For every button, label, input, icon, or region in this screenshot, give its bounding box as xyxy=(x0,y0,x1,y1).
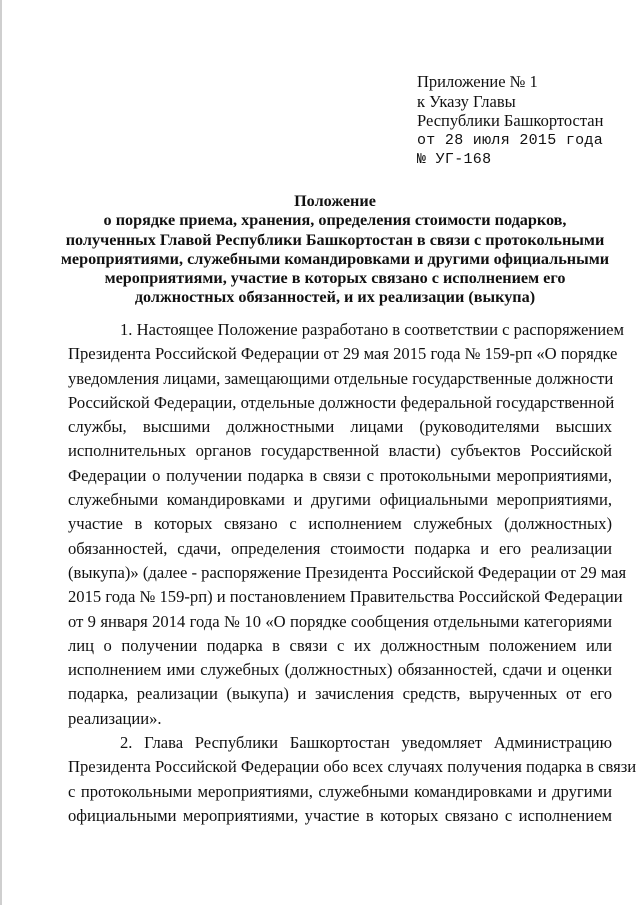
text-line: официальными мероприятиями, участие в которых связано с исполнением xyxy=(68,805,612,825)
title-line: мероприятиями, служебными командировками и другими официальными xyxy=(60,249,610,268)
text-line: Президента Российской Федерации обо всех случаях получения подарка в связи xyxy=(68,757,637,777)
text-line: от 9 января 2014 года № 10 «О порядке сообщения отдельными категориями xyxy=(68,611,612,631)
text-line: (выкупа)» (далее - распоряжение Президента Российской Федерации от 29 мая xyxy=(68,562,627,582)
text-line: Президента Российской Федерации от 29 мая 2015 года № 159-рп «О порядке xyxy=(68,344,618,364)
text-line: 1. Настоящее Положение разработано в соответствии с распоряжением xyxy=(120,320,625,339)
text-line: с протокольными мероприятиями, служебными командировками и другими xyxy=(68,781,612,801)
document-title xyxy=(60,192,610,308)
appendix-line: Республики Башкортостан xyxy=(417,111,604,130)
text-line: Федерации о получении подарка в связи с протокольными мероприятиями, xyxy=(68,465,612,485)
title-line: полученных Главой Республики Башкортостан в связи с протокольными xyxy=(65,230,605,249)
title-line: о порядке приема, хранения, определения стоимости подарков, xyxy=(103,211,567,230)
text-line: 2015 года № 159-рп) и постановлением Правительства Российской Федерации xyxy=(68,587,623,607)
title-line: мероприятиями, участие в которых связано с исполнением его xyxy=(104,269,566,288)
document-body xyxy=(68,318,637,828)
text-line: исполнением ими служебных (должностных) обязанностей, сдачи и оценки xyxy=(68,660,612,680)
text-line: уведомления лицами, замещающими отдельные государственные должности xyxy=(68,368,614,388)
text-line: исполнительных органов государственной власти) субъектов Российской xyxy=(68,441,612,461)
appendix-date: от 28 июля 2015 года xyxy=(417,131,604,149)
text-line: 2. Глава Республики Башкортостан уведомляет Администрацию xyxy=(120,733,612,753)
appendix-number: № УГ-168 xyxy=(417,151,492,168)
text-line: подарка, реализации (выкупа) и зачисления средств, вырученных от его xyxy=(68,684,612,704)
appendix-line: Приложение № 1 xyxy=(417,72,538,91)
paragraph-1 xyxy=(68,318,627,731)
text-line: служебными командировками и другими официальными мероприятиями, xyxy=(68,490,612,510)
text-line: лиц о получении подарка в связи с их должностным положением или xyxy=(68,635,612,655)
text-line: участие в которых связано с исполнением служебных (должностных) xyxy=(68,514,612,534)
page-edge xyxy=(0,0,2,905)
appendix-line: к Указу Главы xyxy=(417,91,516,111)
text-line: обязанностей, сдачи, определения стоимости подарка и его реализации xyxy=(68,538,612,558)
text-line: службы, высшими должностными лицами (руководителями высших xyxy=(68,417,612,437)
text-line: реализации». xyxy=(68,708,162,728)
appendix-block xyxy=(417,72,603,170)
paragraph-2 xyxy=(68,731,637,828)
text-line: Российской Федерации, отдельные должности федеральной государственной xyxy=(68,392,615,412)
title-line: должностных обязанностей, и их реализации (выкупа) xyxy=(134,288,536,307)
title-line: Положение xyxy=(294,192,376,210)
